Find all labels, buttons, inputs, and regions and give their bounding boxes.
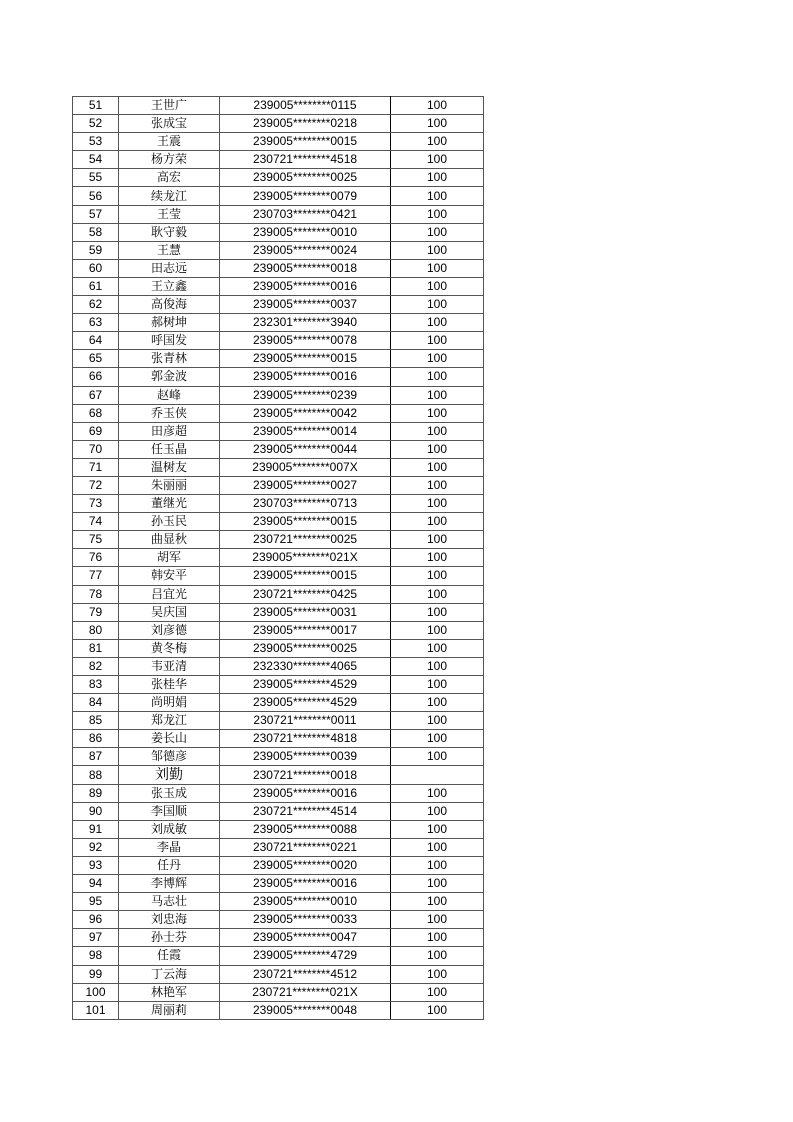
row-number-cell: 63 bbox=[73, 314, 119, 332]
id-number-cell: 239005********0014 bbox=[220, 422, 391, 440]
row-number-cell: 91 bbox=[73, 820, 119, 838]
score-cell: 100 bbox=[391, 567, 484, 585]
score-cell: 100 bbox=[391, 314, 484, 332]
id-number-cell: 232330********4065 bbox=[220, 657, 391, 675]
score-cell: 100 bbox=[391, 368, 484, 386]
row-number-cell: 95 bbox=[73, 893, 119, 911]
row-number-cell: 67 bbox=[73, 386, 119, 404]
row-number-cell: 62 bbox=[73, 296, 119, 314]
name-cell: 吴庆国 bbox=[119, 603, 220, 621]
table-row bbox=[73, 422, 484, 440]
table-row bbox=[73, 694, 484, 712]
score-cell: 100 bbox=[391, 947, 484, 965]
name-cell: 孙玉民 bbox=[119, 513, 220, 531]
name-cell: 黄冬梅 bbox=[119, 639, 220, 657]
row-number-cell: 74 bbox=[73, 513, 119, 531]
id-number-cell: 239005********0115 bbox=[220, 97, 391, 115]
table-row bbox=[73, 151, 484, 169]
score-cell: 100 bbox=[391, 513, 484, 531]
score-cell: 100 bbox=[391, 115, 484, 133]
score-cell: 100 bbox=[391, 422, 484, 440]
id-number-cell: 239005********0042 bbox=[220, 404, 391, 422]
table-row bbox=[73, 97, 484, 115]
row-number-cell: 54 bbox=[73, 151, 119, 169]
name-cell: 郑龙江 bbox=[119, 712, 220, 730]
row-number-cell: 85 bbox=[73, 712, 119, 730]
score-cell: 100 bbox=[391, 476, 484, 494]
row-number-cell: 94 bbox=[73, 875, 119, 893]
row-number-cell: 86 bbox=[73, 730, 119, 748]
score-cell: 100 bbox=[391, 1001, 484, 1019]
row-number-cell: 83 bbox=[73, 676, 119, 694]
table-row bbox=[73, 893, 484, 911]
name-cell: 温树友 bbox=[119, 458, 220, 476]
row-number-cell: 75 bbox=[73, 531, 119, 549]
score-cell: 100 bbox=[391, 730, 484, 748]
name-cell: 乔玉侠 bbox=[119, 404, 220, 422]
row-number-cell: 73 bbox=[73, 495, 119, 513]
table-row bbox=[73, 115, 484, 133]
name-cell: 田志远 bbox=[119, 259, 220, 277]
id-number-cell: 230721********0018 bbox=[220, 766, 391, 784]
row-number-cell: 69 bbox=[73, 422, 119, 440]
name-cell: 张成宝 bbox=[119, 115, 220, 133]
score-cell: 100 bbox=[391, 893, 484, 911]
name-cell: 王莹 bbox=[119, 205, 220, 223]
row-number-cell: 88 bbox=[73, 766, 119, 784]
table-row bbox=[73, 549, 484, 567]
id-number-cell: 239005********007X bbox=[220, 458, 391, 476]
row-number-cell: 52 bbox=[73, 115, 119, 133]
id-number-cell: 239005********0015 bbox=[220, 133, 391, 151]
name-cell: 王世广 bbox=[119, 97, 220, 115]
row-number-cell: 60 bbox=[73, 259, 119, 277]
name-cell: 郝树坤 bbox=[119, 314, 220, 332]
name-cell: 赵峰 bbox=[119, 386, 220, 404]
table-row bbox=[73, 838, 484, 856]
score-cell: 100 bbox=[391, 223, 484, 241]
row-number-cell: 51 bbox=[73, 97, 119, 115]
name-cell: 李国顺 bbox=[119, 802, 220, 820]
score-cell: 100 bbox=[391, 205, 484, 223]
id-number-cell: 239005********0016 bbox=[220, 784, 391, 802]
id-number-cell: 230721********0425 bbox=[220, 585, 391, 603]
table-row bbox=[73, 332, 484, 350]
id-number-cell: 239005********0239 bbox=[220, 386, 391, 404]
table-row bbox=[73, 241, 484, 259]
name-cell: 刘勤 bbox=[119, 766, 220, 784]
name-cell: 呼国发 bbox=[119, 332, 220, 350]
table-row bbox=[73, 531, 484, 549]
id-number-cell: 239005********0044 bbox=[220, 440, 391, 458]
id-number-cell: 239005********0020 bbox=[220, 856, 391, 874]
table-row bbox=[73, 386, 484, 404]
score-cell: 100 bbox=[391, 748, 484, 766]
row-number-cell: 98 bbox=[73, 947, 119, 965]
table-row bbox=[73, 259, 484, 277]
row-number-cell: 97 bbox=[73, 929, 119, 947]
row-number-cell: 55 bbox=[73, 169, 119, 187]
id-number-cell: 239005********0024 bbox=[220, 241, 391, 259]
score-cell: 100 bbox=[391, 495, 484, 513]
row-number-cell: 79 bbox=[73, 603, 119, 621]
name-cell: 周丽莉 bbox=[119, 1001, 220, 1019]
score-cell: 100 bbox=[391, 639, 484, 657]
id-number-cell: 239005********0079 bbox=[220, 187, 391, 205]
table-row bbox=[73, 947, 484, 965]
row-number-cell: 76 bbox=[73, 549, 119, 567]
score-cell: 100 bbox=[391, 603, 484, 621]
score-cell: 100 bbox=[391, 549, 484, 567]
table-row bbox=[73, 404, 484, 422]
id-number-cell: 239005********0048 bbox=[220, 1001, 391, 1019]
table-row bbox=[73, 133, 484, 151]
row-number-cell: 68 bbox=[73, 404, 119, 422]
id-number-cell: 230721********0025 bbox=[220, 531, 391, 549]
name-cell: 田彦超 bbox=[119, 422, 220, 440]
table-row bbox=[73, 621, 484, 639]
name-cell: 曲显秋 bbox=[119, 531, 220, 549]
name-cell: 丁云海 bbox=[119, 965, 220, 983]
score-cell: 100 bbox=[391, 784, 484, 802]
table-row bbox=[73, 440, 484, 458]
score-cell: 100 bbox=[391, 332, 484, 350]
name-cell: 王震 bbox=[119, 133, 220, 151]
id-number-cell: 232301********3940 bbox=[220, 314, 391, 332]
table-row bbox=[73, 205, 484, 223]
row-number-cell: 53 bbox=[73, 133, 119, 151]
score-cell: 100 bbox=[391, 856, 484, 874]
score-cell: 100 bbox=[391, 802, 484, 820]
id-number-cell: 239005********021X bbox=[220, 549, 391, 567]
score-cell bbox=[391, 766, 484, 784]
table-row bbox=[73, 169, 484, 187]
id-number-cell: 230721********4512 bbox=[220, 965, 391, 983]
table-row bbox=[73, 314, 484, 332]
row-number-cell: 72 bbox=[73, 476, 119, 494]
name-cell: 孙士芬 bbox=[119, 929, 220, 947]
name-cell: 胡军 bbox=[119, 549, 220, 567]
score-cell: 100 bbox=[391, 440, 484, 458]
id-number-cell: 230721********4818 bbox=[220, 730, 391, 748]
id-number-cell: 239005********0017 bbox=[220, 621, 391, 639]
name-cell: 尚明娟 bbox=[119, 694, 220, 712]
table-row bbox=[73, 983, 484, 1001]
row-number-cell: 57 bbox=[73, 205, 119, 223]
id-number-cell: 239005********0010 bbox=[220, 223, 391, 241]
table-row bbox=[73, 965, 484, 983]
score-cell: 100 bbox=[391, 187, 484, 205]
score-cell: 100 bbox=[391, 911, 484, 929]
row-number-cell: 101 bbox=[73, 1001, 119, 1019]
score-cell: 100 bbox=[391, 621, 484, 639]
table-row bbox=[73, 676, 484, 694]
table-row bbox=[73, 476, 484, 494]
name-cell: 杨方荣 bbox=[119, 151, 220, 169]
row-number-cell: 78 bbox=[73, 585, 119, 603]
score-cell: 100 bbox=[391, 983, 484, 1001]
table-row bbox=[73, 296, 484, 314]
score-cell: 100 bbox=[391, 820, 484, 838]
name-cell: 张桂华 bbox=[119, 676, 220, 694]
score-cell: 100 bbox=[391, 712, 484, 730]
id-number-cell: 239005********4529 bbox=[220, 694, 391, 712]
table-row bbox=[73, 820, 484, 838]
score-cell: 100 bbox=[391, 277, 484, 295]
row-number-cell: 87 bbox=[73, 748, 119, 766]
id-number-cell: 239005********0078 bbox=[220, 332, 391, 350]
id-number-cell: 239005********0016 bbox=[220, 368, 391, 386]
name-cell: 郭金波 bbox=[119, 368, 220, 386]
name-cell: 任玉晶 bbox=[119, 440, 220, 458]
row-number-cell: 84 bbox=[73, 694, 119, 712]
score-cell: 100 bbox=[391, 386, 484, 404]
id-number-cell: 230721********0221 bbox=[220, 838, 391, 856]
name-cell: 林艳军 bbox=[119, 983, 220, 1001]
score-cell: 100 bbox=[391, 133, 484, 151]
name-cell: 耿守毅 bbox=[119, 223, 220, 241]
table-row bbox=[73, 639, 484, 657]
table-row bbox=[73, 929, 484, 947]
id-number-cell: 239005********0016 bbox=[220, 875, 391, 893]
table-row bbox=[73, 223, 484, 241]
table-row bbox=[73, 350, 484, 368]
id-number-cell: 239005********0033 bbox=[220, 911, 391, 929]
score-cell: 100 bbox=[391, 458, 484, 476]
table-row bbox=[73, 585, 484, 603]
id-number-cell: 239005********4729 bbox=[220, 947, 391, 965]
score-cell: 100 bbox=[391, 694, 484, 712]
table-row bbox=[73, 712, 484, 730]
roster-table bbox=[72, 96, 484, 1020]
id-number-cell: 239005********0025 bbox=[220, 639, 391, 657]
row-number-cell: 80 bbox=[73, 621, 119, 639]
table-row bbox=[73, 368, 484, 386]
id-number-cell: 239005********0010 bbox=[220, 893, 391, 911]
name-cell: 张青林 bbox=[119, 350, 220, 368]
name-cell: 高俊海 bbox=[119, 296, 220, 314]
score-cell: 100 bbox=[391, 838, 484, 856]
score-cell: 100 bbox=[391, 97, 484, 115]
table-row bbox=[73, 458, 484, 476]
id-number-cell: 239005********0218 bbox=[220, 115, 391, 133]
score-cell: 100 bbox=[391, 929, 484, 947]
table-row bbox=[73, 875, 484, 893]
table-row bbox=[73, 856, 484, 874]
score-cell: 100 bbox=[391, 531, 484, 549]
name-cell: 任霞 bbox=[119, 947, 220, 965]
name-cell: 刘彦德 bbox=[119, 621, 220, 639]
score-cell: 100 bbox=[391, 151, 484, 169]
table-row bbox=[73, 802, 484, 820]
row-number-cell: 90 bbox=[73, 802, 119, 820]
table-row bbox=[73, 1001, 484, 1019]
row-number-cell: 93 bbox=[73, 856, 119, 874]
name-cell: 任丹 bbox=[119, 856, 220, 874]
id-number-cell: 239005********0015 bbox=[220, 350, 391, 368]
row-number-cell: 65 bbox=[73, 350, 119, 368]
name-cell: 高宏 bbox=[119, 169, 220, 187]
row-number-cell: 71 bbox=[73, 458, 119, 476]
id-number-cell: 239005********0025 bbox=[220, 169, 391, 187]
table-row bbox=[73, 766, 484, 784]
row-number-cell: 99 bbox=[73, 965, 119, 983]
table-row bbox=[73, 911, 484, 929]
name-cell: 刘成敏 bbox=[119, 820, 220, 838]
id-number-cell: 230721********0011 bbox=[220, 712, 391, 730]
name-cell: 吕宜光 bbox=[119, 585, 220, 603]
id-number-cell: 230721********021X bbox=[220, 983, 391, 1001]
name-cell: 邹德彦 bbox=[119, 748, 220, 766]
id-number-cell: 230721********4518 bbox=[220, 151, 391, 169]
name-cell: 马志壮 bbox=[119, 893, 220, 911]
id-number-cell: 230703********0713 bbox=[220, 495, 391, 513]
row-number-cell: 100 bbox=[73, 983, 119, 1001]
row-number-cell: 96 bbox=[73, 911, 119, 929]
name-cell: 李博辉 bbox=[119, 875, 220, 893]
score-cell: 100 bbox=[391, 169, 484, 187]
id-number-cell: 239005********0047 bbox=[220, 929, 391, 947]
row-number-cell: 77 bbox=[73, 567, 119, 585]
row-number-cell: 89 bbox=[73, 784, 119, 802]
roster-table-body bbox=[73, 97, 484, 1020]
id-number-cell: 239005********0018 bbox=[220, 259, 391, 277]
name-cell: 刘忠海 bbox=[119, 911, 220, 929]
row-number-cell: 58 bbox=[73, 223, 119, 241]
table-row bbox=[73, 748, 484, 766]
id-number-cell: 239005********0037 bbox=[220, 296, 391, 314]
row-number-cell: 81 bbox=[73, 639, 119, 657]
name-cell: 张玉成 bbox=[119, 784, 220, 802]
name-cell: 姜长山 bbox=[119, 730, 220, 748]
score-cell: 100 bbox=[391, 259, 484, 277]
table-row bbox=[73, 277, 484, 295]
table-row bbox=[73, 603, 484, 621]
table-row bbox=[73, 730, 484, 748]
id-number-cell: 239005********0015 bbox=[220, 513, 391, 531]
name-cell: 韦亚清 bbox=[119, 657, 220, 675]
row-number-cell: 56 bbox=[73, 187, 119, 205]
score-cell: 100 bbox=[391, 965, 484, 983]
row-number-cell: 82 bbox=[73, 657, 119, 675]
score-cell: 100 bbox=[391, 657, 484, 675]
id-number-cell: 239005********0039 bbox=[220, 748, 391, 766]
id-number-cell: 239005********0088 bbox=[220, 820, 391, 838]
row-number-cell: 70 bbox=[73, 440, 119, 458]
row-number-cell: 66 bbox=[73, 368, 119, 386]
table-row bbox=[73, 784, 484, 802]
row-number-cell: 64 bbox=[73, 332, 119, 350]
row-number-cell: 59 bbox=[73, 241, 119, 259]
name-cell: 朱丽丽 bbox=[119, 476, 220, 494]
name-cell: 董继光 bbox=[119, 495, 220, 513]
id-number-cell: 230721********4514 bbox=[220, 802, 391, 820]
score-cell: 100 bbox=[391, 676, 484, 694]
name-cell: 李晶 bbox=[119, 838, 220, 856]
score-cell: 100 bbox=[391, 296, 484, 314]
table-row bbox=[73, 567, 484, 585]
row-number-cell: 61 bbox=[73, 277, 119, 295]
id-number-cell: 239005********4529 bbox=[220, 676, 391, 694]
id-number-cell: 239005********0027 bbox=[220, 476, 391, 494]
score-cell: 100 bbox=[391, 350, 484, 368]
row-number-cell: 92 bbox=[73, 838, 119, 856]
score-cell: 100 bbox=[391, 404, 484, 422]
score-cell: 100 bbox=[391, 875, 484, 893]
score-cell: 100 bbox=[391, 241, 484, 259]
table-row bbox=[73, 495, 484, 513]
id-number-cell: 239005********0015 bbox=[220, 567, 391, 585]
score-cell: 100 bbox=[391, 585, 484, 603]
id-number-cell: 239005********0031 bbox=[220, 603, 391, 621]
name-cell: 王慧 bbox=[119, 241, 220, 259]
id-number-cell: 239005********0016 bbox=[220, 277, 391, 295]
table-row bbox=[73, 513, 484, 531]
name-cell: 王立鑫 bbox=[119, 277, 220, 295]
table-row bbox=[73, 187, 484, 205]
name-cell: 韩安平 bbox=[119, 567, 220, 585]
id-number-cell: 230703********0421 bbox=[220, 205, 391, 223]
name-cell: 续龙江 bbox=[119, 187, 220, 205]
table-row bbox=[73, 657, 484, 675]
